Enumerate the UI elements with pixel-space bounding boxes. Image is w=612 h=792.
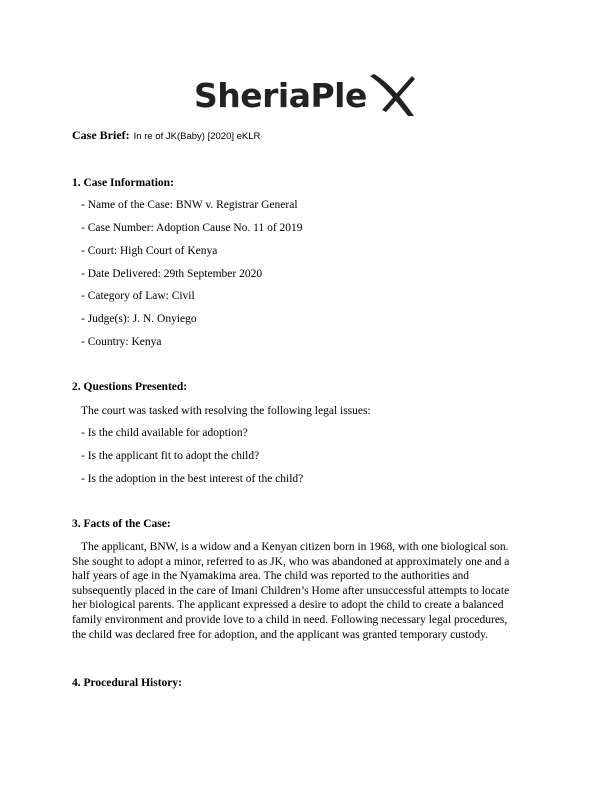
case-brief-label: Case Brief: [72, 128, 130, 142]
questions-intro: The court was tasked with resolving the following legal issues: [81, 405, 371, 417]
case-info-item: - Name of the Case: BNW v. Registrar General [81, 199, 298, 211]
case-brief-line [72, 128, 260, 144]
facts-line: subsequently placed in the care of Imani Children’s Home after unsuccessful attempts to locate [72, 584, 510, 597]
facts-line: the child was declared free for adoption, and the applicant was granted temporary custody. [72, 628, 488, 641]
question-item: - Is the child available for adoption? [81, 427, 248, 439]
facts-line: family environment and provide love to a child in need. Following necessary legal procedures, [72, 613, 508, 626]
facts-line: half years of age in the Nyamakima area. The child was reported to the authorities and [72, 570, 470, 583]
section-heading-questions-presented: 2. Questions Presented: [72, 381, 188, 393]
section-heading-facts: 3. Facts of the Case: [72, 518, 171, 530]
facts-line: The applicant, BNW, is a widow and a Kenyan citizen born in 1968, with one biological son. [81, 541, 509, 553]
case-info-item: - Country: Kenya [81, 336, 162, 348]
case-info-item: - Court: High Court of Kenya [81, 245, 218, 257]
case-info-item: - Judge(s): J. N. Onyiego [81, 313, 197, 325]
logo-text: SheriaPle [194, 76, 367, 115]
case-info-item: - Category of Law: Civil [81, 290, 195, 302]
question-item: - Is the applicant fit to adopt the child? [81, 450, 260, 462]
facts-line: She sought to adopt a minor, referred to as JK, who was abandoned at approximately one and a [72, 555, 510, 568]
section-heading-procedural-history: 4. Procedural History: [72, 677, 182, 689]
facts-line: her biological parents. The applicant expressed a desire to adopt the child to create a balanced [72, 599, 504, 612]
sheriaplex-logo [0, 68, 612, 124]
section-heading-case-information: 1. Case Information: [72, 177, 174, 189]
case-info-item: - Date Delivered: 29th September 2020 [81, 268, 263, 280]
case-brief-title: In re of JK(Baby) [2020] eKLR [133, 131, 261, 142]
x-mark-logo-icon [368, 70, 416, 118]
case-info-item: - Case Number: Adoption Cause No. 11 of 2019 [81, 222, 303, 234]
question-item: - Is the adoption in the best interest of the child? [81, 473, 304, 485]
facts-paragraph [72, 540, 542, 642]
